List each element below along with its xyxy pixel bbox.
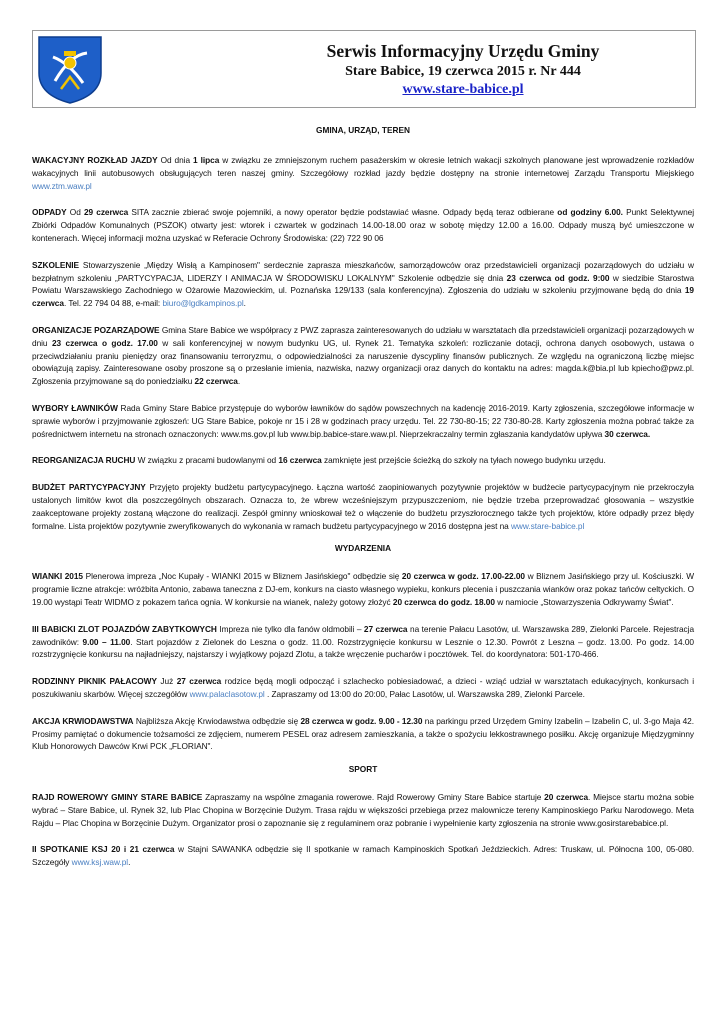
article-heading: SZKOLENIE [32,259,80,270]
article-heading: WYBORY ŁAWNIKÓW [32,402,118,413]
article-wianki: WIANKI 2015 Plenerowa impreza „Noc Kupały - WIANKI 2015 w Bliznem Jasińskiego" odbędzie się 20 czerwca w godz. 17.00-22.00 w Bliznem Jasińskiego przy ul. Kościuszki. W programie liczne atrakcje: wróżbita Antonio, zabawa taneczna z DJ-em, konkurs na ciasto własnego wypieku, konkurs plecenia i puszczania wianków oraz pokaz tańców celtyckich. O 19.00 wystąpi Teatr WIDMO z pokazem tańca ognia. W konkursie na wianek, należy gotowy złożyć 20 czerwca do godz. 18.00 w namiocie „Stowarzyszenia Odkrywamy Świat". [32,571,694,607]
article-heading: ODPADY [32,207,67,218]
article-organizacje: ORGANIZACJE POZARZĄDOWE Gmina Stare Babice we współpracy z PWZ zaprasza zainteresowanych do udziału w warsztatach dla przedstawicieli organizacji pozarządowych w dniu 23 czerwca o godz. 17.00 w sali konferencyjnej w nowym budynku UG, ul. Rynek 21. Tematyka szkoleń: rozliczanie dotacji, ochrona danych osobowych, ustawa o przeciwdziałaniu praniu pieniędzy oraz finansowaniu terroryzmu, o odpowiedzialności za naruszenie dyscypliny finansów publicznych. Ze względu na ograniczoną liczbę miejsc obowiązują zapisy. Zainteresowane osoby proszone są o przesłanie imienia, nazwiska, nazwy organizacji oraz danych do kontaktu na adres: magda.k@bia.pl lub kpiecho@pwz.pl. Zgłoszenia przyjmowane są do poniedziałku 22 czerwca. [32,324,694,387]
article-ksj: II SPOTKANIE KSJ 20 i 21 czerwca w Stajni SAWANKA odbędzie się II spotkanie w ramach Kampinoskich Spotkań Jeździeckich. Adres: Truskaw, ul. Północna 100, 05-080. Szczegóły www.ksj.waw.pl. [32,844,694,868]
article-heading: WIANKI 2015 [32,571,83,582]
article-heading: BUDŻET PARTYCYPACYJNY [32,482,146,493]
section-heading-wydarzenia: WYDARZENIA [334,543,392,554]
issue-date: Stare Babice, 19 czerwca 2015 r. Nr 444 [345,64,581,79]
article-zlot: III BABICKI ZLOT POJAZDÓW ZABYTKOWYCH Impreza nie tylko dla fanów oldmobili – 27 czerwca na terenie Pałacu Lasotów, ul. Warszawska 289, Zielonki Parcele. Rejestracja zawodników: 9.00 – 11.00. Start pojazdów z Zielonek do Leszna o godz. 11.00. Rozstrzygnięcie konkursu w Lesznie o 12.30. Powrót z Leszna – godz. 13.00. Po godz. 14.00 rozstrzygnięcie konkursu na najładniejszy, najstarszy i wyjątkowy pojazd Zlotu, a także wręczenie pucharów i pocztówek. Tel. do koordynatora: 501-170-466. [32,623,695,660]
article-krwiodawstwo: AKCJA KRWIODAWSTWA Najbliższa Akcję Krwiodawstwa odbędzie się 28 czerwca w godz. 9.00 - 12.30 na parkingu przed Urzędem Gminy Izabelin – Izabelin C, ul. 3-go Maja 42. Prosimy pamiętać o dokumencie tożsamości ze zdjęciem, numerem PESEL oraz adresem zamieszkania, a także o spożyciu lekkostrawnego posiłku. Akcję organizuje Międzygminny Klub Honorowych Dawców Krwi PCK „FLORIAN". [32,715,694,752]
article-rajd: RAJD ROWEROWY GMINY STARE BABICE Zapraszamy na wspólne zmagania rowerowe. Rajd Rowerowy Gminy Stare Babice startuje 20 czerwca. Miejsce startu można sobie wybrać – Stare Babice, ul. Rynek 32, lub Plac Chopina w Borzęcinie Dużym. Trasa rajdu w większości przebiega przez malownicze tereny Kampinoskiego Parku Narodowego. Meta Rajdu – Plac Chopina w Borzęcinie Dużym. Organizator prosi o zapoznanie się z regulaminem oraz pobranie i wypełnienie karty zgłoszenia na stronie www.gosirstarebabice.pl. [32,792,694,828]
newsletter-body [32,124,694,869]
ksj-link[interactable]: www.ksj.waw.pl [71,857,129,868]
article-piknik: RODZINNY PIKNIK PAŁACOWY Już 27 czerwca rodzice będą mogli odpocząć i szlachecko pobiesiadować, a dzieci - wziąć udział w warsztatach edukacyjnych, konkursach i poszukiwaniu skarbów. Więcej szczegółów www.palaclasotow.pl . Zapraszamy od 13:00 do 20:00, Pałac Lasotów, ul. Warszawska 289, Zielonki Parcele. [32,676,695,699]
article-heading: RODZINNY PIKNIK PAŁACOWY [32,676,157,687]
ztm-link[interactable]: www.ztm.waw.pl [32,180,92,191]
article-heading: III BABICKI ZLOT POJAZDÓW ZABYTKOWYCH [32,623,217,634]
article-heading: ORGANIZACJE POZARZĄDOWE [32,324,160,335]
palac-lasotow-link[interactable]: www.palaclasotow.pl [189,688,265,699]
website-link[interactable]: www.stare-babice.pl [402,82,524,97]
email-link[interactable]: biuro@lgdkampinos.pl [162,298,244,309]
article-heading: AKCJA KRWIODAWSTWA [32,715,134,726]
article-heading: II SPOTKANIE KSJ 20 i 21 czerwca [32,844,175,855]
newsletter-header [32,30,696,108]
article-wybory-lawnikow: WYBORY ŁAWNIKÓW Rada Gminy Stare Babice przystępuje do wyborów ławników do sądów powszechnych na kadencję 2016-2019. Karty zgłoszenia, szczegółowe informacje w sprawie wyborów i przyjmowanie zgłoszeń: UG Stare Babice, pokoje nr 15 i 28 w godzinach pracy urzędu. Tel. 22 730-80-15; 22 730-80-28. Karty zgłoszenia można pobrać także za pośrednictwem internetu na stronach oznaczonych: www.ms.gov.pl lub www.bip.babice-stare.waw.pl. Nieprzekraczalny termin zgłaszania kandydatów upływa 30 czerwca. [32,402,694,439]
article-heading: WAKACYJNY ROZKŁAD JAZDY [32,155,158,165]
article-heading: REORGANIZACJA RUCHU [32,455,136,466]
article-szkolenie: SZKOLENIE Stowarzyszenie „Między Wisłą a Kampinosem" serdecznie zaprasza mieszkańców, samorządowców oraz przedstawicieli organizacji pozarządowych do udziału w bezpłatnym szkoleniu „PARTYCYPACJA, LIDERZY I ANIMACJA W ŚRODOWISKU LOKALNYM" Szkolenie odbędzie się dnia 23 czerwca od godz. 9:00 w siedzibie Starostwa Powiatu Warszawskiego Zachodniego w Ożarowie Mazowieckim, ul. Poznańska 129/133 (sala konferencyjna). Zgłoszenia do udziału w szkoleniu przyjmowane będą do dnia 19 czerwca. Tel. 22 794 04 88, e-mail: biuro@lgdkampinos.pl. [32,259,695,309]
article-rozklad-jazdy: WAKACYJNY ROZKŁAD JAZDY Od dnia 1 lipca w związku ze zmniejszonym ruchem pasażerskim w okresie letnich wakacji szkolnych planowane jest wprowadzenie rozkładów wakacyjnych linii autobusowych obsługujących teren naszej gminy. Szczegółowy rozkład jazdy będzie dostępny na stronie internetowej Zarządu Transportu Miejskiego www.ztm.waw.pl [32,155,694,191]
newsletter-title: Serwis Informacyjny Urzędu Gminy [326,41,600,61]
section-heading-gmina: GMINA, URZĄD, TEREN [315,125,411,135]
coat-of-arms-icon [35,33,105,105]
article-heading: RAJD ROWEROWY GMINY STARE BABICE [32,792,203,803]
article-odpady: ODPADY Od 29 czerwca SITA zacznie zbierać swoje pojemniki, a nowy operator będzie podstawiać własne. Odpady będą teraz odbierane od godziny 6.00. Punkt Selektywnej Zbiórki Odpadów Komunalnych (PSZOK) otwarty jest: wtorek i czwartek w godzinach 14.00-18.00 oraz w sobotę między 12.00 a 16.00. Odpady muszą być umieszczone w kontenerach. Więcej informacji można uzyskać w Referacie Ochrony Środowiska: (22) 722 90 06 [32,207,694,243]
article-budzet: BUDŻET PARTYCYPACYJNY Przyjęto projekty budżetu partycypacyjnego. Łączna wartość zaopiniowanych pozytywnie projektów w budżecie partycypacyjnym nie przekroczyła ustalonych limitów kwot dla poszczególnych obszarach. Oznacza to, że wbrew wcześniejszym przypuszczeniom, nie będzie trzeba przeprowadzać głosowania – wszystkie zaakceptowane projekty zostaną włączone do realizacji. Zespół gminny wnioskował też o włączenie do budżetu przyszłorocznego także tych projektów, które odpadły przez błędy formalne. Lista projektów pozytywnie zweryfikowanych do wykonania w ramach budżetu partycypacyjnego w 2016 dostępna jest na www.stare-babice.pl [32,482,694,531]
section-heading-sport: SPORT [348,764,378,775]
header-titles [263,41,663,99]
article-reorganizacja: REORGANIZACJA RUCHU W związku z pracami budowlanymi od 16 czerwca zamknięte jest przejście ścieżką do szkoły na tyłach nowego budynku urzędu. [32,455,606,466]
stare-babice-link[interactable]: www.stare-babice.pl [510,520,585,531]
